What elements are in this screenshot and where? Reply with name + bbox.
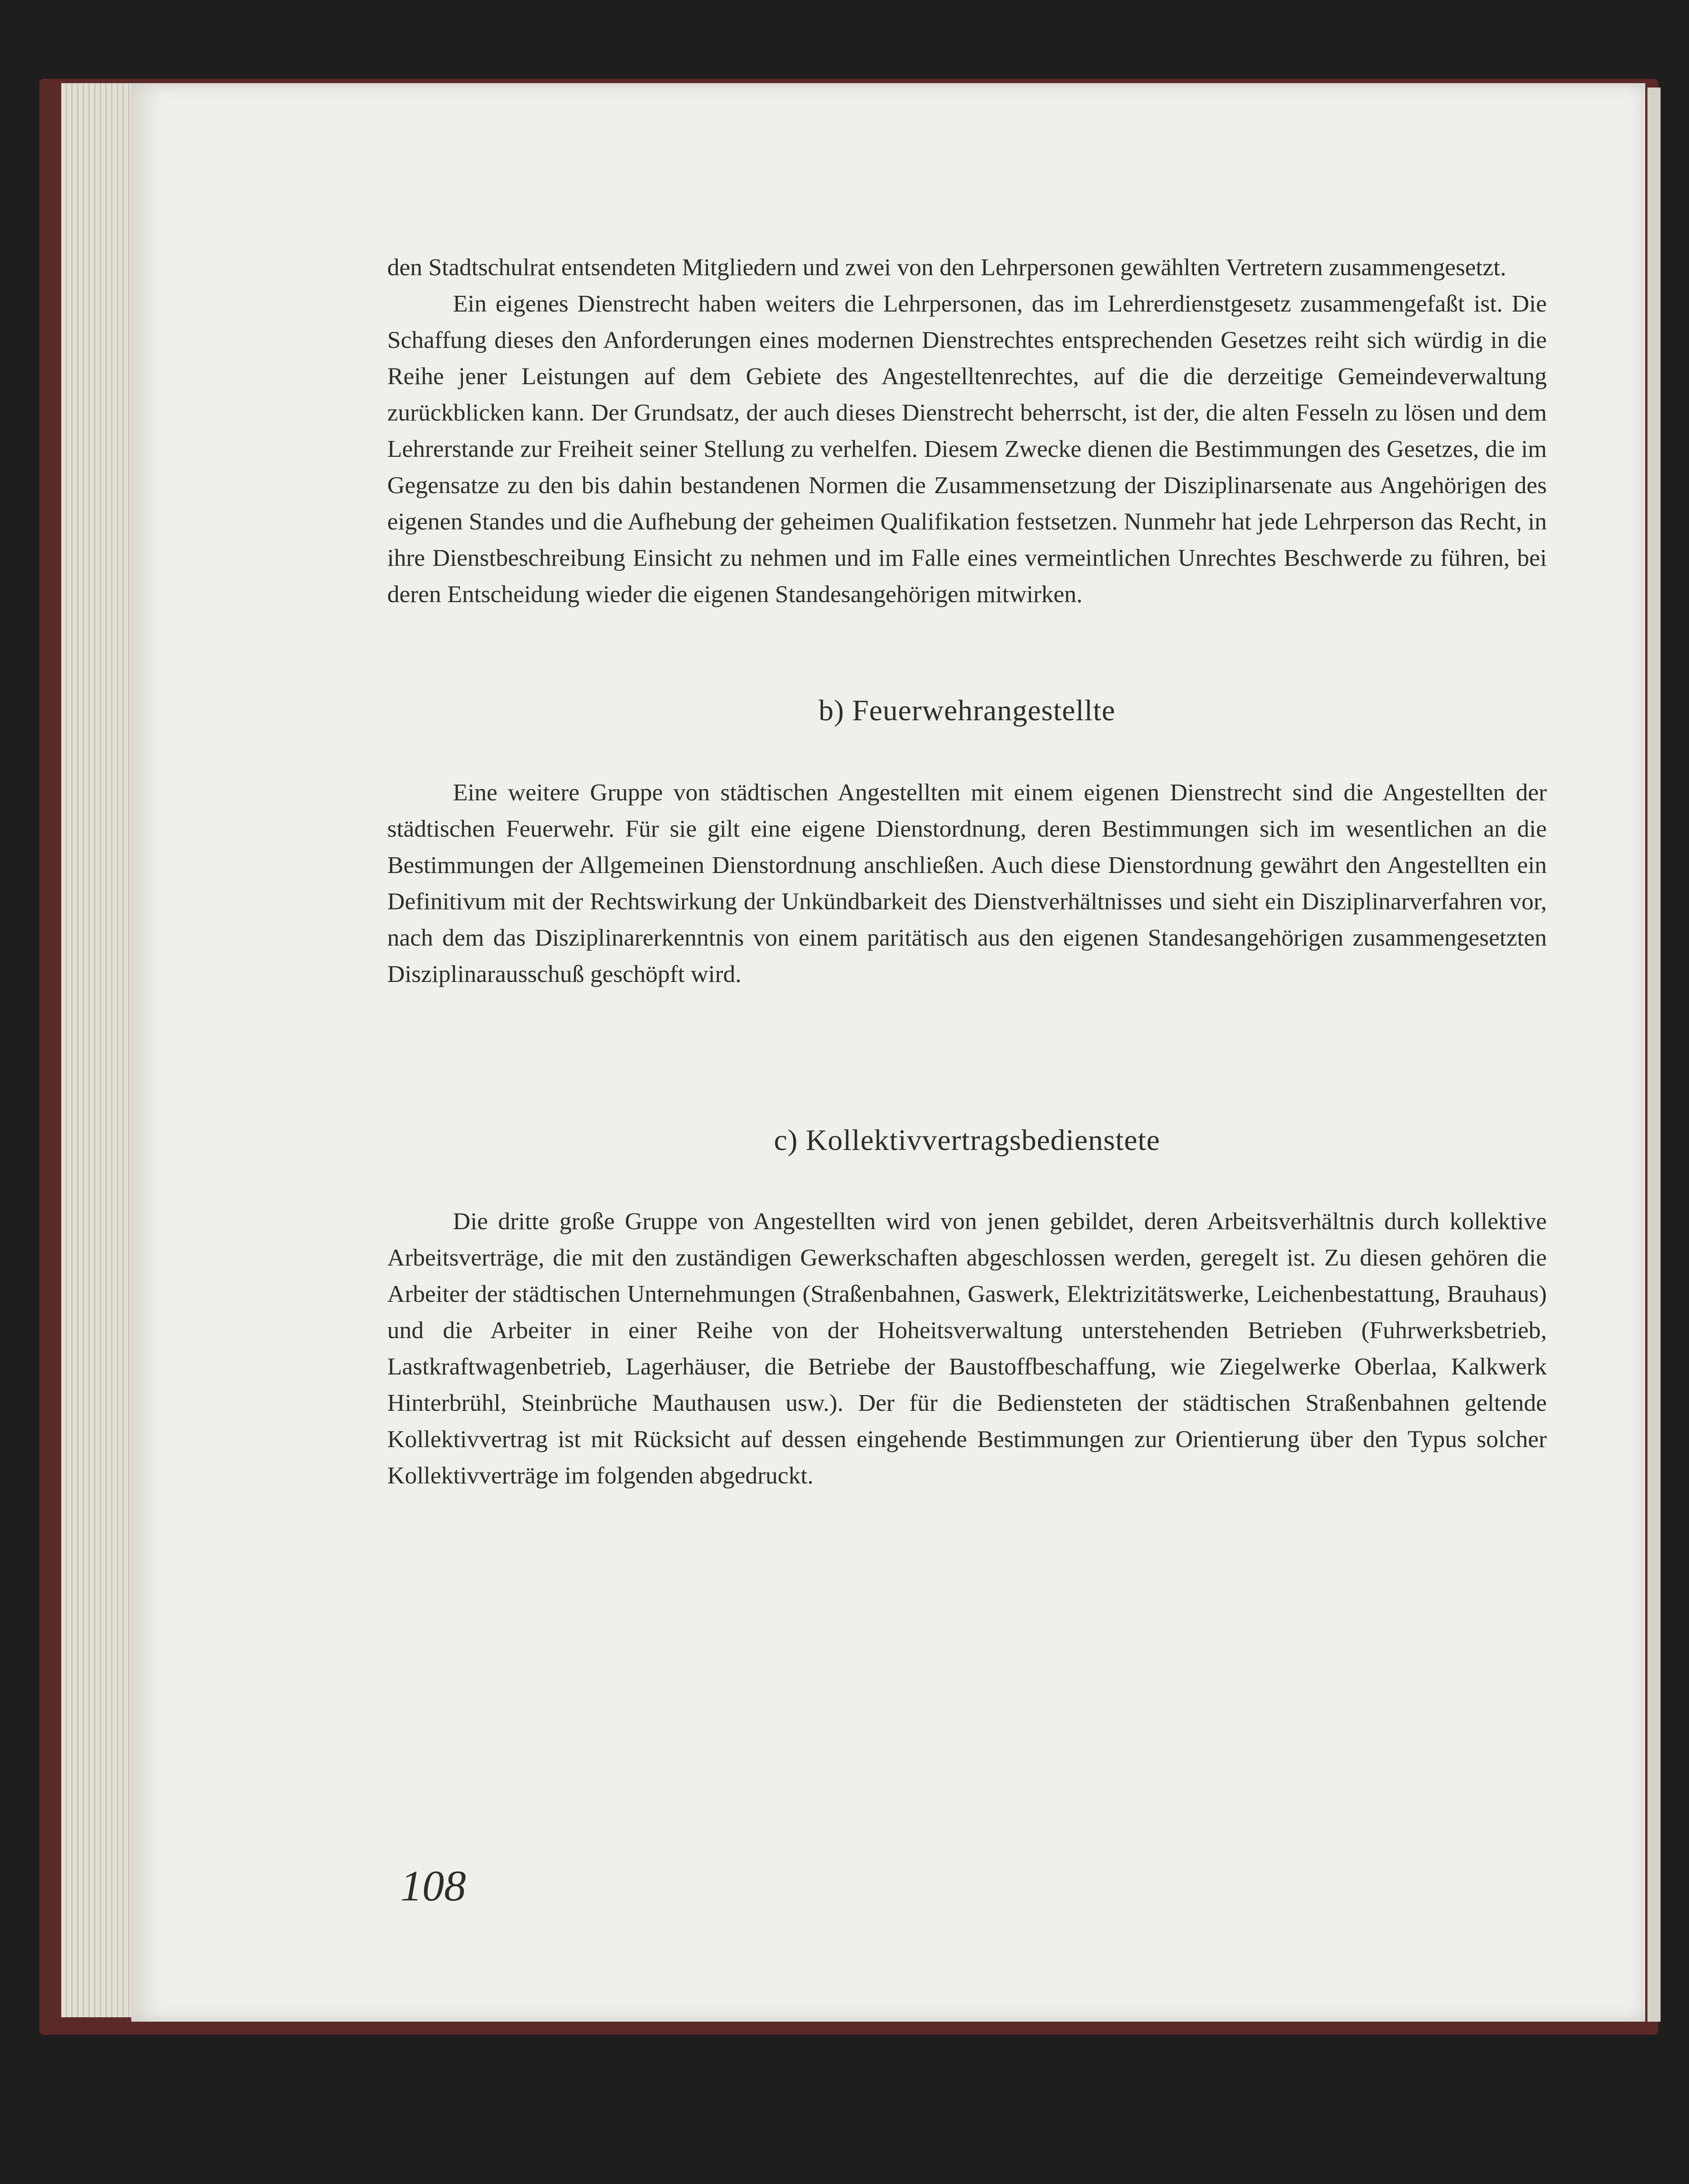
page-text-block: [387, 249, 1547, 1494]
page-edges: [61, 83, 136, 2017]
page-number: 108: [400, 1861, 466, 1910]
section-heading-feuerwehrangestellte: b) Feuerwehrangestellte: [818, 694, 1116, 727]
paragraph-feuerwehr: Eine weitere Gruppe von städtischen Angestellten mit einem eigenen Dienstrecht sind die Angestellten der städtischen Feuerwehr. Für sie gilt eine eigene Dienstordnung, deren Bestimmungen sich im wesentlichen an die Bestimmungen der Allgemeinen Dienstordnung anschließen. Auch diese Dienstordnung gewährt den Angestellten ein Definitivum mit der Rechtswirkung der Unkündbarkeit des Dienstverhältnisses und sieht ein Disziplinarverfahren vor, nach dem das Disziplinarerkenntnis von einem paritätisch aus den eigenen Standesangehörigen zusammengesetzten Disziplinarausschuß geschöpft wird.: [387, 779, 1547, 988]
next-page-edge: [1647, 88, 1661, 2022]
paragraph-lehrpersonen: Ein eigenes Dienstrecht haben weiters die Lehrpersonen, das im Lehrerdienstgesetz zusammengefaßt ist. Die Schaffung dieses den Anforderungen eines modernen Dienstrechtes entsprechenden Gesetzes reiht sich würdig in die Reihe jener Leistungen auf dem Gebiete des Angestelltenrechtes, auf die die derzeitige Gemeindeverwaltung zurückblicken kann. Der Grundsatz, der auch dieses Dienstrecht beherrscht, ist der, die alten Fesseln zu lösen und dem Lehrerstande zur Freiheit seiner Stellung zu verhelfen. Diesem Zwecke dienen die Bestimmungen des Gesetzes, die im Gegensatze zu den bis dahin bestandenen Normen die Zusammensetzung der Disziplinarsenate aus Angehörigen des eigenen Standes und die Aufhebung der geheimen Qualifikation festsetzen. Nunmehr hat jede Lehrperson das Recht, in ihre Dienstbeschreibung Einsicht zu nehmen und im Falle eines vermeintlichen Unrechtes Beschwerde zu führen, bei deren Entscheidung wieder die eigenen Standesangehörigen mitwirken.: [387, 291, 1547, 608]
paragraph-continuation: den Stadtschulrat entsendeten Mitgliedern und zwei von den Lehrpersonen gewählten Vertretern zusammengesetzt.: [387, 254, 1507, 281]
section-heading-kollektivvertragsbedienstete: c) Kollektivvertragsbedienstete: [774, 1123, 1160, 1157]
paragraph-kollektivvertrag: Die dritte große Gruppe von Angestellten wird von jenen gebildet, deren Arbeitsverhältnis durch kollektive Arbeitsverträge, die mit den zuständigen Gewerkschaften abgeschlossen werden, geregelt ist. Zu diesen gehören die Arbeiter der städtischen Unternehmungen (Straßenbahnen, Gaswerk, Elektrizitätswerke, Leichenbestattung, Brauhaus) und die Arbeiter in einer Reihe von der Hoheitsverwaltung unterstehenden Betrieben (Fuhrwerksbetrieb, Lastkraftwagenbetrieb, Lagerhäuser, die Betriebe der Baustoffbeschaffung, wie Ziegelwerke Oberlaa, Kalkwerk Hinterbrühl, Steinbrüche Mauthausen usw.). Der für die Bediensteten der städtischen Straßenbahnen geltende Kollektivvertrag ist mit Rücksicht auf dessen eingehende Bestimmungen zur Orientierung über den Typus solcher Kollektivverträge im folgenden abgedruckt.: [387, 1208, 1547, 1489]
